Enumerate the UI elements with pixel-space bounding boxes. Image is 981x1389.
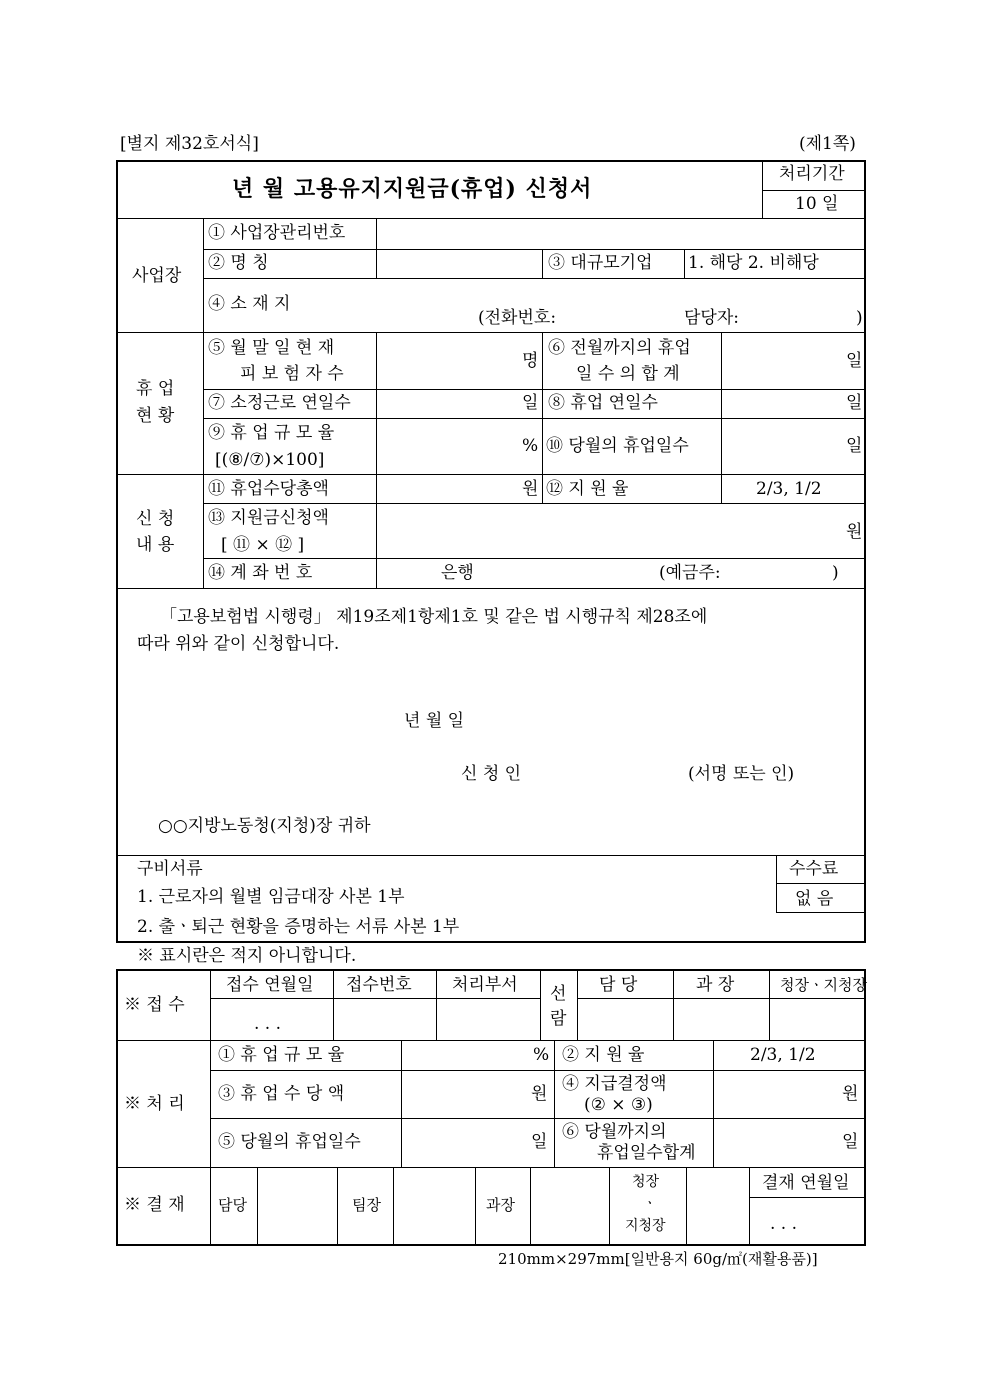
proc-unit-percent: % — [533, 1045, 550, 1065]
insured-count-label-1: ⑤ 월 말 일 현 재 — [208, 338, 335, 358]
account-holder-close: ) — [832, 563, 839, 583]
paren-close: ) — [856, 308, 863, 328]
approval-date-value: . . . — [770, 1214, 798, 1234]
declaration-line-2: 따라 위와 같이 신청합니다. — [137, 634, 340, 654]
proc-unit-day: 일 — [842, 1132, 859, 1152]
insured-count-label-2: 피 보 험 자 수 — [240, 364, 344, 384]
proc-month-days-label: ⑤ 당월의 휴업일수 — [218, 1132, 361, 1152]
unit-percent: % — [522, 436, 539, 456]
processing-dept-header: 처리부서 — [452, 975, 518, 995]
account-holder-label: (예금주: — [659, 563, 721, 583]
proc-support-rate-label: ② 지 원 율 — [562, 1045, 645, 1065]
form-number: [별지 제32호서식] — [120, 134, 259, 154]
unit-day: 일 — [846, 436, 863, 456]
business-section-label: 사업장 — [132, 266, 182, 286]
fee-label: 수수료 — [789, 859, 839, 879]
approval-team-leader: 팀장 — [352, 1196, 381, 1214]
month-furlough-days-label: ⑩ 당월의 휴업일수 — [546, 436, 689, 456]
proc-unit-won: 원 — [842, 1084, 859, 1104]
addressee: ○○지방노동청(지청)장 귀하 — [158, 816, 371, 836]
support-rate-value: 2/3, 1/2 — [756, 479, 822, 499]
requested-amount-label-2: [ ⑪ × ⑫ ] — [221, 535, 305, 555]
proc-unit-won: 원 — [531, 1084, 548, 1104]
account-number-label: ⑭ 계 좌 번 호 — [208, 563, 313, 583]
unit-people: 명 — [522, 351, 539, 371]
large-enterprise-options[interactable]: 1. 해당 2. 비해당 — [688, 253, 819, 273]
approval-officer: 담당 — [218, 1196, 247, 1214]
bank-label: 은행 — [441, 563, 474, 583]
processing-period-value: 10 일 — [795, 194, 839, 214]
document-item-2: 2. 출ㆍ퇴근 현황을 증명하는 서류 사본 1부 — [137, 917, 460, 937]
declaration-line-1: 「고용보험법 시행령」 제19조제1항제1호 및 같은 법 시행규칙 제28조에 — [160, 607, 708, 627]
proc-unit-day: 일 — [531, 1132, 548, 1152]
declaration-date: 년 월 일 — [404, 711, 465, 731]
section-chief-header: 과 장 — [696, 975, 735, 995]
furlough-section-label-2: 현 황 — [136, 406, 175, 426]
approval-section-chief: 과장 — [486, 1196, 515, 1214]
prev-furlough-days-label-2: 일 수 의 합 계 — [576, 364, 680, 384]
proc-total-days-label-1: ⑥ 당월까지의 — [562, 1122, 667, 1142]
unit-day: 일 — [522, 393, 539, 413]
business-number-label: ① 사업장관리번호 — [208, 223, 346, 243]
proc-payment-decision-label-1: ④ 지급결정액 — [562, 1074, 667, 1094]
support-rate-label: ⑫ 지 원 율 — [546, 479, 629, 499]
documents-title: 구비서류 — [137, 859, 203, 879]
processing-label: ※ 처 리 — [124, 1094, 185, 1114]
page-number: (제1쪽) — [799, 134, 856, 154]
unit-won: 원 — [522, 479, 539, 499]
receipt-date-header: 접수 연월일 — [226, 975, 314, 995]
phone-label: (전화번호: — [478, 308, 557, 328]
business-name-label: ② 명 칭 — [208, 253, 269, 273]
unit-day: 일 — [846, 393, 863, 413]
approval-director-3: 지청장 — [625, 1218, 666, 1234]
address-label: ④ 소 재 지 — [208, 294, 291, 314]
proc-allowance-label: ③ 휴 업 수 당 액 — [218, 1084, 345, 1104]
large-enterprise-label: ③ 대규모기업 — [548, 253, 653, 273]
approval-director-2: ㆍ — [643, 1196, 657, 1212]
unit-won: 원 — [846, 522, 863, 542]
furlough-days-label: ⑧ 휴업 연일수 — [548, 393, 658, 413]
application-section-label-1: 신 청 — [136, 509, 175, 529]
note: ※ 표시란은 적지 아니합니다. — [137, 946, 357, 966]
approval-label: ※ 결 재 — [124, 1195, 185, 1215]
receipt-label: ※ 접 수 — [124, 995, 185, 1015]
officer-header: 담 당 — [599, 975, 638, 995]
approval-date-label: 결재 연월일 — [762, 1173, 850, 1193]
proc-support-rate-value: 2/3, 1/2 — [750, 1045, 816, 1065]
applicant-label: 신 청 인 — [461, 764, 522, 784]
application-section-label-2: 내 용 — [136, 535, 175, 555]
unit-day: 일 — [846, 351, 863, 371]
document-item-1: 1. 근로자의 월별 임금대장 사본 1부 — [137, 887, 405, 907]
prev-furlough-days-label-1: ⑥ 전월까지의 휴업 — [548, 338, 691, 358]
proc-payment-decision-label-2: (② × ③) — [584, 1095, 653, 1115]
processing-period-label: 처리기간 — [779, 164, 845, 184]
proc-furlough-ratio-label: ① 휴 업 규 모 율 — [218, 1045, 345, 1065]
review-header-1: 선 — [550, 984, 567, 1004]
furlough-ratio-label-1: ⑨ 휴 업 규 모 율 — [208, 423, 335, 443]
allowance-total-label: ⑪ 휴업수당총액 — [208, 479, 329, 499]
receipt-number-header: 접수번호 — [346, 975, 412, 995]
signature-label: (서명 또는 인) — [688, 764, 795, 784]
director-header: 청장ㆍ지청장 — [780, 976, 867, 994]
approval-director-1: 청장 — [632, 1174, 660, 1190]
manager-label: 담당자: — [684, 308, 739, 328]
work-days-label: ⑦ 소정근로 연일수 — [208, 393, 351, 413]
requested-amount-label-1: ⑬ 지원금신청액 — [208, 508, 329, 528]
review-header-2: 람 — [550, 1009, 567, 1029]
furlough-ratio-label-2: [(⑧/⑦)×100] — [215, 450, 325, 470]
furlough-section-label-1: 휴 업 — [136, 379, 175, 399]
fee-value: 없 음 — [795, 889, 834, 909]
proc-total-days-label-2: 휴업일수합계 — [597, 1143, 696, 1163]
receipt-date-value: . . . — [254, 1014, 282, 1034]
form-title: 년 월 고용유지지원금(휴업) 신청서 — [232, 176, 593, 202]
paper-spec: 210mm×297mm[일반용지 60g/㎡(재활용품)] — [498, 1250, 818, 1268]
